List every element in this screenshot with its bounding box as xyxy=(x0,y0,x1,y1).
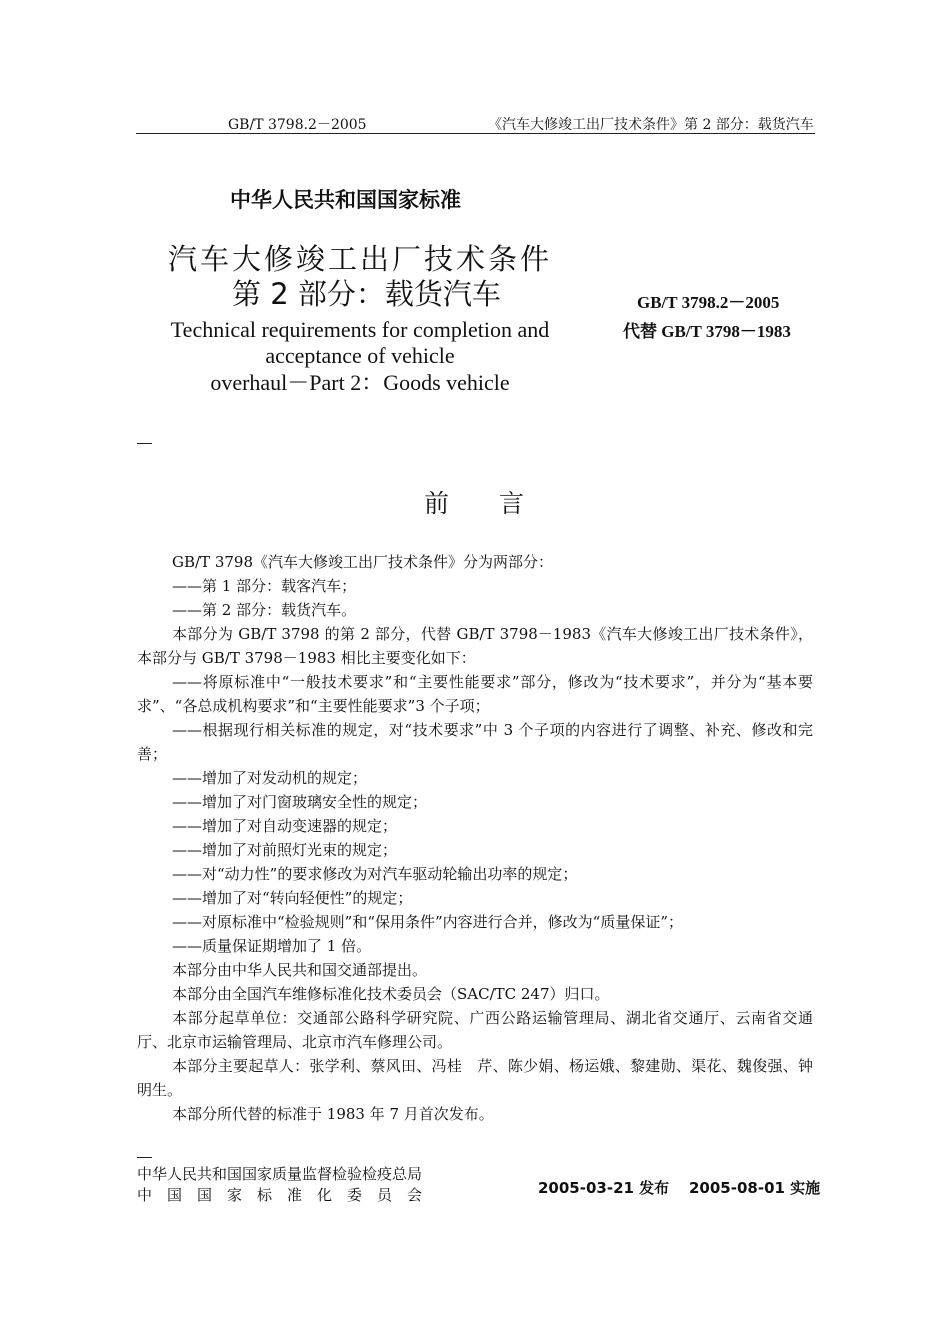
issuer-sac: 中 国 国 家 标 准 化 委 员 会 xyxy=(137,1186,423,1204)
section-title: 前 言 xyxy=(424,489,525,518)
title-en-line2: acceptance of vehicle xyxy=(265,343,455,368)
list-item: ——增加了对门窗玻璃安全性的规定； xyxy=(172,793,428,811)
masthead: 中华人民共和国国家标准 xyxy=(230,188,461,212)
effective-date: 2005-08-01 实施 xyxy=(689,1179,821,1197)
issue-date: 2005-03-21 发布 xyxy=(538,1179,670,1197)
title-cn-line2: 第 2 部分：载货汽车 xyxy=(232,277,501,311)
issuer-aqsiq: 中华人民共和国国家质量监督检验检疫总局 xyxy=(137,1165,423,1183)
section-mark xyxy=(137,443,152,444)
list-item: ——将原标准中“一般技术要求”和“主要性能要求”部分，修改为“技术要求”，并分为“基本要求”、“各总成机构要求”和“主要性能要求”3 个子项； xyxy=(137,673,813,715)
list-item: ——根据现行相关标准的规定，对“技术要求”中 3 个子项的内容进行了调整、补充、修改和完善； xyxy=(137,721,813,763)
paragraph: 本部分由中华人民共和国交通部提出。 xyxy=(172,961,428,979)
title-en-line3: overhaul－Part 2：Goods vehicle xyxy=(210,370,510,395)
paragraph: GB/T 3798《汽车大修竣工出厂技术条件》分为两部分： xyxy=(172,553,554,571)
list-item: ——对“动力性”的要求修改为对汽车驱动轮输出功率的规定； xyxy=(172,865,578,883)
paragraph: 本部分由全国汽车维修标准化技术委员会（SAC/TC 247）归口。 xyxy=(172,985,610,1003)
list-item: ——增加了对“转向轻便性”的规定； xyxy=(172,889,413,907)
title-cn-line1: 汽车大修竣工出厂技术条件 xyxy=(168,242,553,276)
list-item: ——对原标准中“检验规则”和“保用条件”内容进行合并，修改为“质量保证”； xyxy=(172,913,684,931)
foreword-body xyxy=(137,550,813,1126)
standard-replaces: 代替 GB/T 3798－1983 xyxy=(623,322,791,341)
list-item: ——第 1 部分：载客汽车； xyxy=(172,577,357,595)
header-standard-number: GB/T 3798.2－2005 xyxy=(228,117,367,133)
paragraph: 本部分所代替的标准于 1983 年 7 月首次发布。 xyxy=(172,1105,494,1123)
paragraph: 本部分主要起草人：张学利、蔡风田、冯桂 芹、陈少娟、杨运娥、黎建勋、渠花、魏俊强、钟明生。 xyxy=(137,1057,813,1099)
list-item: ——第 2 部分：载货汽车。 xyxy=(172,601,357,619)
standard-number: GB/T 3798.2－2005 xyxy=(637,293,780,312)
list-item: ——增加了对前照灯光束的规定； xyxy=(172,841,398,859)
footer-mark xyxy=(137,1157,152,1158)
paragraph: 本部分为 GB/T 3798 的第 2 部分，代替 GB/T 3798－1983《汽车大修竣工出厂技术条件》，本部分与 GB/T 3798－1983 相比主要变化如下： xyxy=(137,625,813,667)
paragraph: 本部分起草单位：交通部公路科学研究院、广西公路运输管理局、湖北省交通厅、云南省交通厅、北京市运输管理局、北京市汽车修理公司。 xyxy=(137,1009,813,1051)
list-item: ——质量保证期增加了 1 倍。 xyxy=(172,937,372,955)
header-divider xyxy=(136,133,815,134)
header-document-title: 《汽车大修竣工出厂技术条件》第 2 部分：载货汽车 xyxy=(488,117,814,133)
list-item: ——增加了对发动机的规定； xyxy=(172,769,368,787)
title-en-line1: Technical requirements for completion and xyxy=(170,317,550,342)
list-item: ——增加了对自动变速器的规定； xyxy=(172,817,398,835)
